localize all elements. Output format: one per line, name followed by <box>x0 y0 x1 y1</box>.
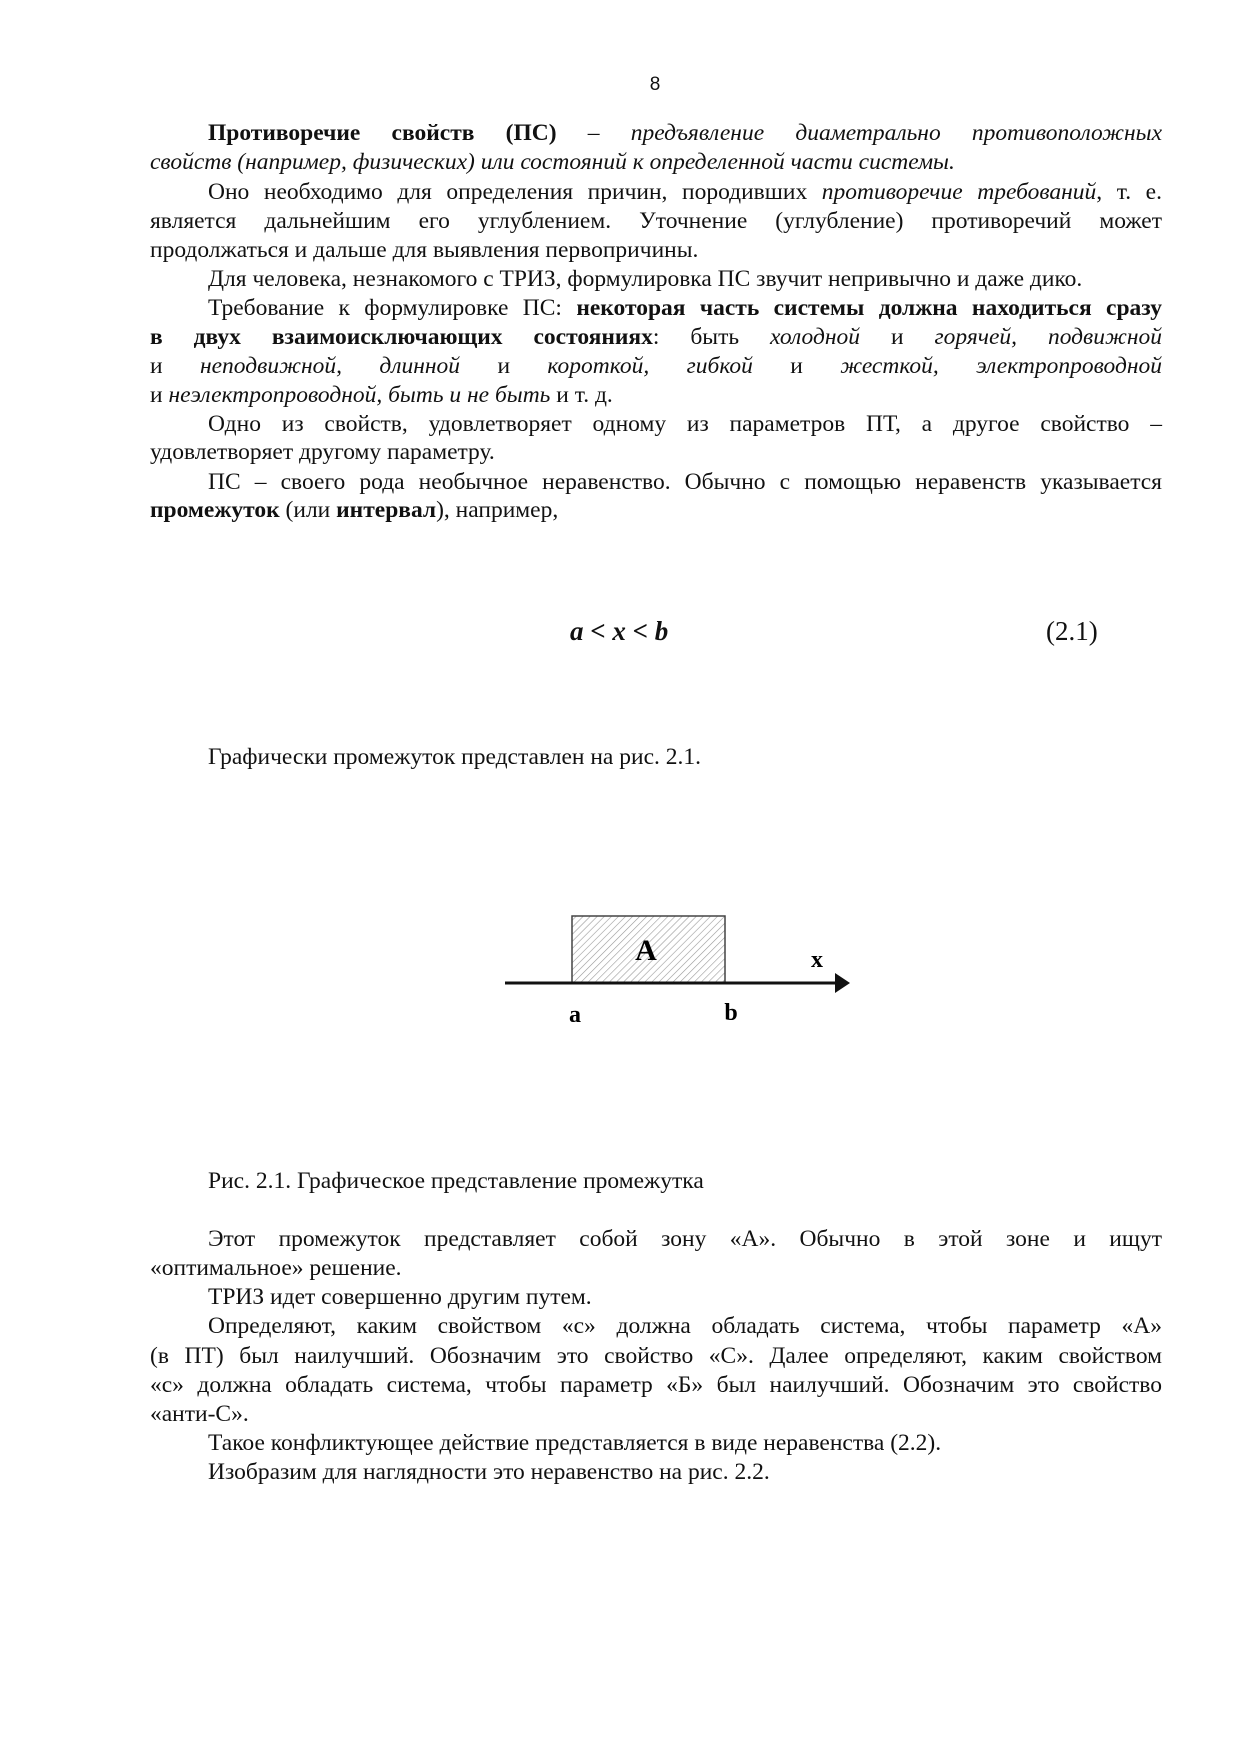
right-bound-label: b <box>724 1000 738 1026</box>
axis-label: x <box>811 947 823 973</box>
text-segment: Этот промежуток представляет собой зону «А». Обычно в этой зоне и ищут <box>208 1226 1162 1252</box>
left-bound-label: a <box>569 1002 581 1028</box>
text-segment: Противоречие свойств (ПС) <box>208 120 557 146</box>
text-segment: – <box>556 120 631 146</box>
text-line <box>150 1371 1162 1400</box>
text-segment: предъявление диаметрально противоположных <box>630 120 1163 146</box>
text-segment: свойств (например, физических) или состояний к определенной части системы. <box>150 149 955 175</box>
text-segment: удовлетворяет другому параметру. <box>150 439 495 465</box>
text-segment: ТРИЗ идет совершенно другим путем. <box>208 1284 592 1310</box>
equation: a < x < b <box>570 616 669 646</box>
text-line <box>150 1283 1162 1312</box>
text-line <box>150 1225 1162 1254</box>
text-segment: и т. д. <box>550 382 613 408</box>
figure-caption: Рис. 2.1. Графическое представление промежутка <box>208 1168 704 1194</box>
text-segment: холодной <box>770 324 861 350</box>
text-segment: Определяют, каким свойством «с» должна обладать система, чтобы параметр «А» <box>208 1313 1162 1339</box>
equation-number: (2.1) <box>1046 616 1098 646</box>
text-segment: и <box>150 353 200 379</box>
text-segment: противоречие требований <box>821 179 1097 205</box>
text-line <box>150 1400 1162 1429</box>
text-segment: «оптимальное» решение. <box>150 1255 402 1281</box>
text-segment: промежуток <box>150 497 280 523</box>
text-segment: в двух взаимоисключающих состояниях <box>150 324 653 350</box>
text-segment: ), например, <box>436 497 559 523</box>
text-line <box>150 1254 1162 1283</box>
text-segment: Изобразим для наглядности это неравенство на рис. 2.2. <box>208 1459 770 1485</box>
text-segment: короткой, гибкой <box>547 353 753 379</box>
text-segment: жесткой, электропроводной <box>840 353 1163 379</box>
zone-label: A <box>635 934 657 967</box>
text-segment: некоторая часть системы должна находиться сразу <box>576 295 1162 321</box>
text-segment: Требование к формулировке ПС: <box>208 295 577 321</box>
text-segment: Оно необходимо для определения причин, породивших <box>208 179 822 205</box>
text-segment: Одно из свойств, удовлетворяет одному из параметров ПТ, а другое свойство – <box>208 411 1162 437</box>
text-segment: продолжаться и дальше для выявления первопричины. <box>150 237 699 263</box>
text-segment: неэлектропроводной, быть и не быть <box>168 382 551 408</box>
text-segment: горячей, подвижной <box>934 324 1162 350</box>
text-segment: и <box>150 382 169 408</box>
axis-arrow-icon <box>835 973 850 993</box>
text-segment: : быть <box>652 324 770 350</box>
text-line <box>150 1458 1162 1487</box>
text-segment: (или <box>279 497 337 523</box>
text-segment: и <box>860 324 935 350</box>
text-segment: Такое конфликтующее действие представляется в виде неравенства (2.2). <box>208 1430 942 1456</box>
text-line <box>150 1342 1162 1371</box>
text-segment: ПС – своего рода необычное неравенство. Обычно с помощью неравенств указывается <box>208 469 1162 495</box>
text-segment: и <box>752 353 841 379</box>
figure-reference: Графически промежуток представлен на рис. 2.1. <box>208 744 701 770</box>
text-segment: (в ПТ) был наилучший. Обозначим это свойство «С». Далее определяют, каким свойством <box>150 1343 1162 1369</box>
text-line <box>150 1312 1162 1341</box>
text-segment: Для человека, незнакомого с ТРИЗ, формулировка ПС звучит непривычно и даже дико. <box>208 266 1083 292</box>
page-number: 8 <box>649 74 661 95</box>
text-segment: является дальнейшим его углублением. Уточнение (углубление) противоречий может <box>150 208 1162 234</box>
text-segment: и <box>460 353 548 379</box>
text-segment: , т. е. <box>1096 179 1162 205</box>
text-segment: «с» должна обладать система, чтобы параметр «Б» был наилучший. Обозначим это свойство <box>150 1372 1162 1398</box>
text-line <box>150 1429 1162 1458</box>
text-segment: интервал <box>336 497 437 523</box>
text-segment: «анти-С». <box>150 1401 249 1427</box>
text-segment: неподвижной, длинной <box>199 353 461 379</box>
